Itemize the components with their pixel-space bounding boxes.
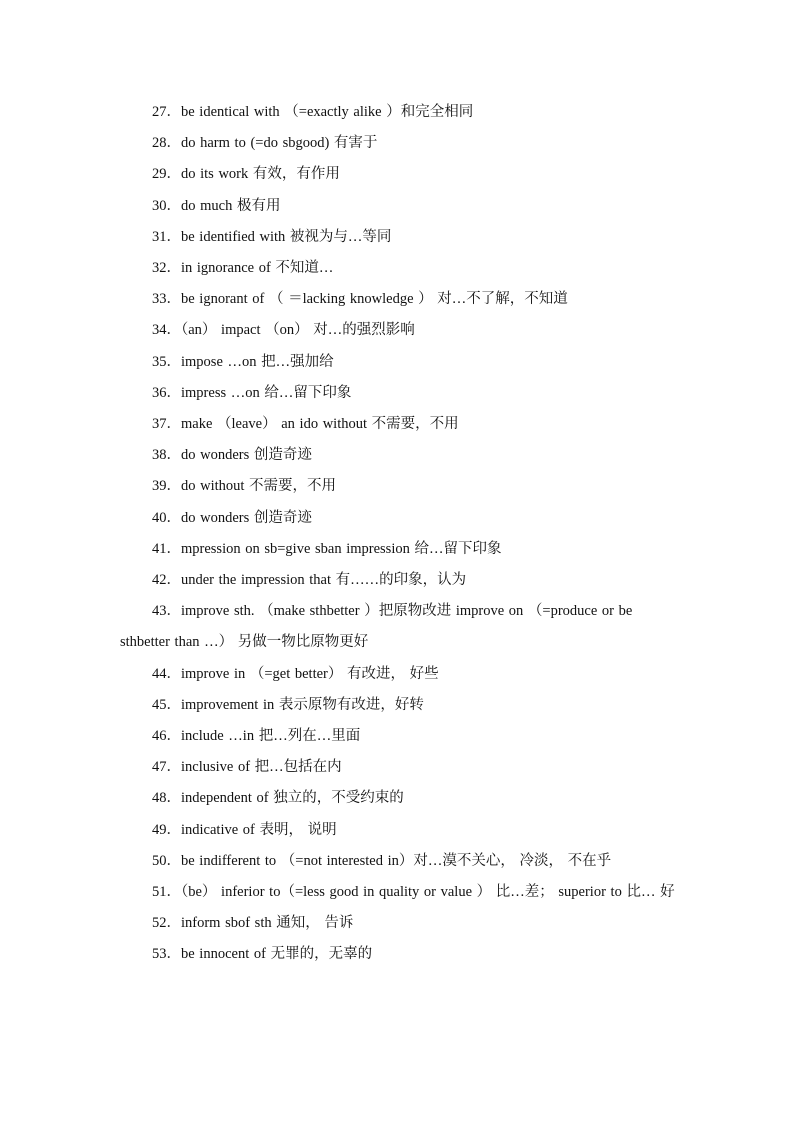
phrase-entry [120, 846, 680, 877]
entry-text: mpression on sb=give sban impression 给…留下印象 [181, 540, 502, 557]
entry-number: 48． [152, 790, 181, 807]
entry-number: 47． [152, 759, 181, 776]
entry-number: 37． [152, 416, 181, 433]
entry-text: impress …on 给…留下印象 [181, 384, 352, 401]
entry-number: 51． [152, 884, 181, 901]
phrase-entry [120, 471, 680, 502]
entry-text: do wonders 创造奇迹 [181, 447, 312, 464]
phrase-entry [120, 752, 680, 783]
entry-text: （be） inferior to（=less good in quality or value ） 比…差； superior to 比… 好 [181, 884, 675, 901]
phrase-entry [120, 721, 680, 752]
entry-text: include …in 把…列在…里面 [181, 728, 361, 745]
entry-number: 33． [152, 291, 181, 308]
entry-text: be identified with 被视为与…等同 [181, 228, 392, 245]
entry-number: 27． [152, 104, 181, 120]
phrase-entry [120, 690, 680, 721]
phrase-entry [120, 877, 680, 908]
entry-text: improve in （=get better） 有改进， 好些 [181, 665, 439, 682]
phrase-entry [120, 128, 680, 159]
phrase-entry [120, 409, 680, 440]
phrase-entry [120, 284, 680, 315]
entry-number: 40． [152, 509, 181, 526]
phrase-entry [120, 222, 680, 253]
entry-number: 36． [152, 384, 181, 401]
entry-text: do its work 有效，有作用 [181, 166, 340, 183]
phrase-entry [120, 596, 680, 658]
entry-text: indicative of 表明， 说明 [181, 821, 337, 838]
entry-number: 38． [152, 447, 181, 464]
entry-number: 32． [152, 260, 181, 277]
phrase-entry [120, 191, 680, 222]
entry-text: do much 极有用 [181, 197, 281, 214]
entry-number: 46． [152, 728, 181, 745]
entry-number: 34． [152, 322, 181, 339]
phrase-entry [120, 534, 680, 565]
entry-number: 49． [152, 821, 181, 838]
entry-number: 28． [152, 135, 181, 152]
entry-number: 45． [152, 696, 181, 713]
entry-text: do wonders 创造奇迹 [181, 509, 312, 526]
entry-number: 41． [152, 540, 181, 557]
entry-number: 39． [152, 478, 181, 495]
entry-number: 50． [152, 852, 181, 869]
phrase-entry [120, 815, 680, 846]
entry-text: be indifferent to （=not interested in）对…漠不关心， 冷淡， 不在乎 [181, 852, 612, 869]
entry-text: do without 不需要，不用 [181, 478, 337, 495]
entry-number: 31． [152, 228, 181, 245]
entry-number: 43． [152, 603, 181, 620]
entry-text: do harm to (=do sbgood) 有害于 [181, 135, 378, 152]
phrase-entry [120, 659, 680, 690]
entry-number: 35． [152, 353, 181, 370]
entry-text: independent of 独立的，不受约束的 [181, 790, 404, 807]
phrase-list [120, 97, 680, 971]
entry-text: in ignorance of 不知道… [181, 260, 334, 277]
entry-number: 52． [152, 915, 181, 932]
entry-text: impose …on 把…强加给 [181, 353, 334, 370]
entry-number: 29． [152, 166, 181, 183]
entry-text: inform sbof sth 通知， 告诉 [181, 915, 354, 932]
entry-number: 42． [152, 572, 181, 589]
phrase-entry [120, 97, 680, 128]
entry-number: 44． [152, 665, 181, 682]
entry-text: inclusive of 把…包括在内 [181, 759, 342, 776]
phrase-entry [120, 565, 680, 596]
entry-text: be identical with （=exactly alike ）和完全相同 [181, 104, 474, 120]
phrase-entry [120, 159, 680, 190]
phrase-entry [120, 939, 680, 970]
phrase-entry [120, 503, 680, 534]
phrase-entry [120, 908, 680, 939]
entry-text: make （leave） an ido without 不需要，不用 [181, 416, 459, 433]
phrase-entry [120, 783, 680, 814]
phrase-entry [120, 315, 680, 346]
phrase-entry [120, 378, 680, 409]
phrase-entry [120, 440, 680, 471]
entry-number: 53． [152, 946, 181, 963]
entry-text: improve sth. （make sthbetter ）把原物改进 improve on （=produce or be sthbetter than …） 另做一物比原物更好 [120, 603, 633, 651]
entry-text: be ignorant of （ ＝lacking knowledge ） 对…不了解，不知道 [181, 291, 568, 308]
phrase-entry [120, 347, 680, 378]
entry-number: 30． [152, 197, 181, 214]
entry-text: improvement in 表示原物有改进，好转 [181, 696, 424, 713]
phrase-entry [120, 253, 680, 284]
entry-text: be innocent of 无罪的，无辜的 [181, 946, 373, 963]
entry-text: under the impression that 有……的印象，认为 [181, 572, 467, 589]
entry-text: （an） impact （on） 对…的强烈影响 [181, 322, 415, 339]
